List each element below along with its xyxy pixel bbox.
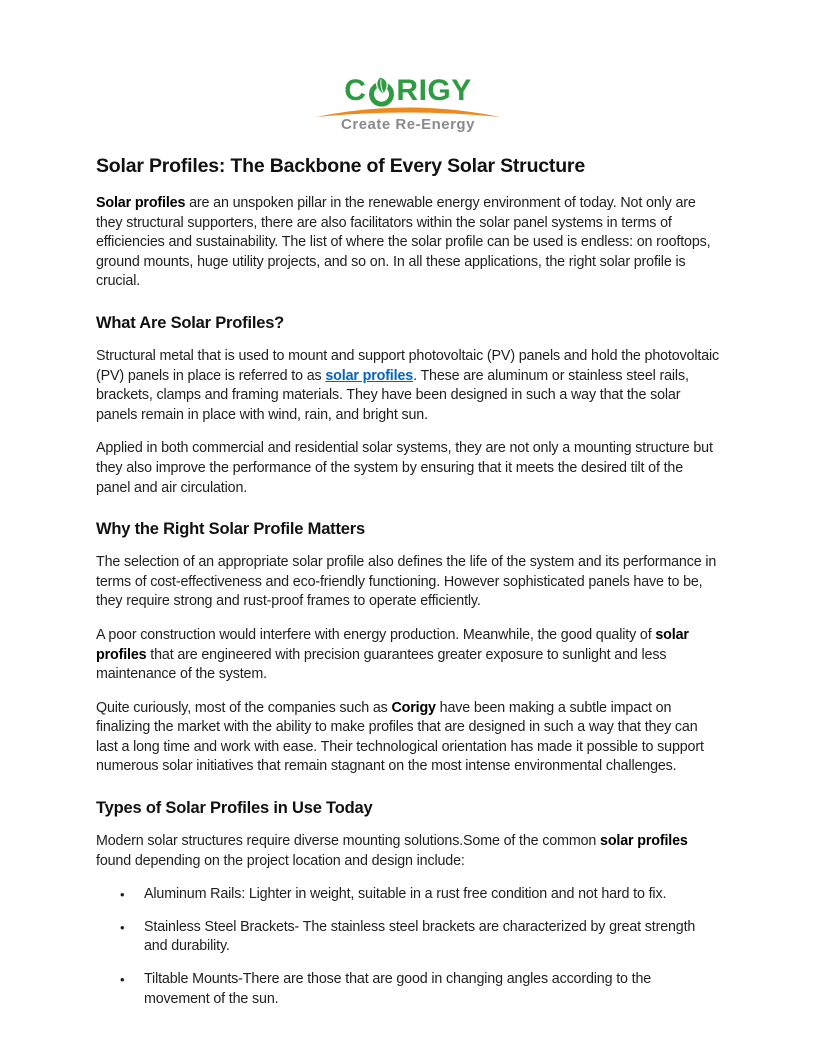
what-paragraph-1 — [96, 347, 720, 425]
what-p1-post: . These are aluminum or stainless steel rails, brackets, clamps and framing materials. They have been designed in such a way that the solar panels remain in place with wind, rain, and bright sun. — [96, 367, 689, 423]
leaf-in-o-icon — [367, 75, 396, 108]
solar-profiles-link[interactable]: solar profiles — [325, 367, 414, 384]
corigy-wordmark — [328, 72, 488, 106]
why-paragraph-3 — [96, 699, 720, 777]
why-p3-pre: Quite curiously, most of the companies such as — [96, 699, 392, 716]
wordmark-suffix: RIGY — [396, 74, 472, 107]
types-p1-bold: solar profiles — [600, 833, 688, 850]
wordmark-prefix: C — [344, 74, 367, 107]
why-paragraph-2 — [96, 626, 720, 685]
types-p1-pre: Modern solar structures require diverse mounting solutions.Some of the common — [96, 833, 601, 850]
why-p2-post: that are engineered with precision guarantees greater exposure to sunlight and less maintenance of the system. — [96, 646, 667, 683]
list-item-tiltable-mounts: • Tiltable Mounts-There are those that are good in changing angles according to the movement of the sun. — [144, 970, 720, 1009]
solar-profile-types-list — [96, 885, 720, 1009]
why-p3-post: have been making a subtle impact on finalizing the market with the ability to make profiles that are designed in such a way that they can last a long time and work with ease. Their technological orientation has made it possible to support numerous solar initiatives that remain stagnant on the most intense environmental challenges. — [96, 699, 704, 775]
section-heading-why-right-profile-matters: Why the Right Solar Profile Matters — [96, 520, 365, 539]
page-title: Solar Profiles: The Backbone of Every Solar Structure — [96, 155, 585, 177]
section-heading-types-of-solar-profiles: Types of Solar Profiles in Use Today — [96, 799, 373, 818]
what-p1-pre: Structural metal that is used to mount and support photovoltaic (PV) panels and hold the photovoltaic (PV) panels in place is referred to as — [96, 347, 720, 384]
list-item-stainless-steel-brackets: • Stainless Steel Brackets- The stainless steel brackets are characterized by great strength and durability. — [144, 918, 720, 957]
types-p1-post: found depending on the project location and design include: — [96, 852, 465, 869]
why-p2-bold: solar profiles — [96, 626, 689, 663]
intro-bold-lead: Solar profiles — [96, 195, 186, 211]
intro-text: are an unspoken pillar in the renewable energy environment of today. Not only are they structural supporters, there are also facilitators within the solar panel systems in terms of efficiencies and sustainability. The list of where the solar profile can be used is endless: on rooftops, ground mounts, huge utility projects, and so on. In all these applications, the right solar profile is crucial. — [96, 195, 711, 290]
what-paragraph-2: Applied in both commercial and residential solar systems, they are not only a mounting structure but they also improve the performance of the system by ensuring that it meets the desired tilt of the panel and air circulation. — [96, 440, 713, 496]
why-p3-bold-corigy: Corigy — [391, 699, 436, 716]
intro-paragraph — [96, 194, 720, 292]
why-p2-pre: A poor construction would interfere with energy production. Meanwhile, the good quality of — [96, 626, 656, 643]
list-item-aluminum-rails: • Aluminum Rails: Lighter in weight, suitable in a rust free condition and not hard to fix. — [144, 885, 720, 905]
document-body — [96, 155, 720, 1009]
types-paragraph-1 — [96, 832, 720, 871]
corigy-logo — [328, 72, 488, 133]
logo-tagline: Create Re-Energy — [341, 116, 475, 133]
why-paragraph-1: The selection of an appropriate solar profile also defines the life of the system and its performance in terms of cost-effectiveness and eco-friendly functioning. However sophisticated panels have to be, they require strong and rust-proof frames to operate efficiently. — [96, 554, 717, 610]
section-heading-what-are-solar-profiles: What Are Solar Profiles? — [96, 313, 285, 332]
